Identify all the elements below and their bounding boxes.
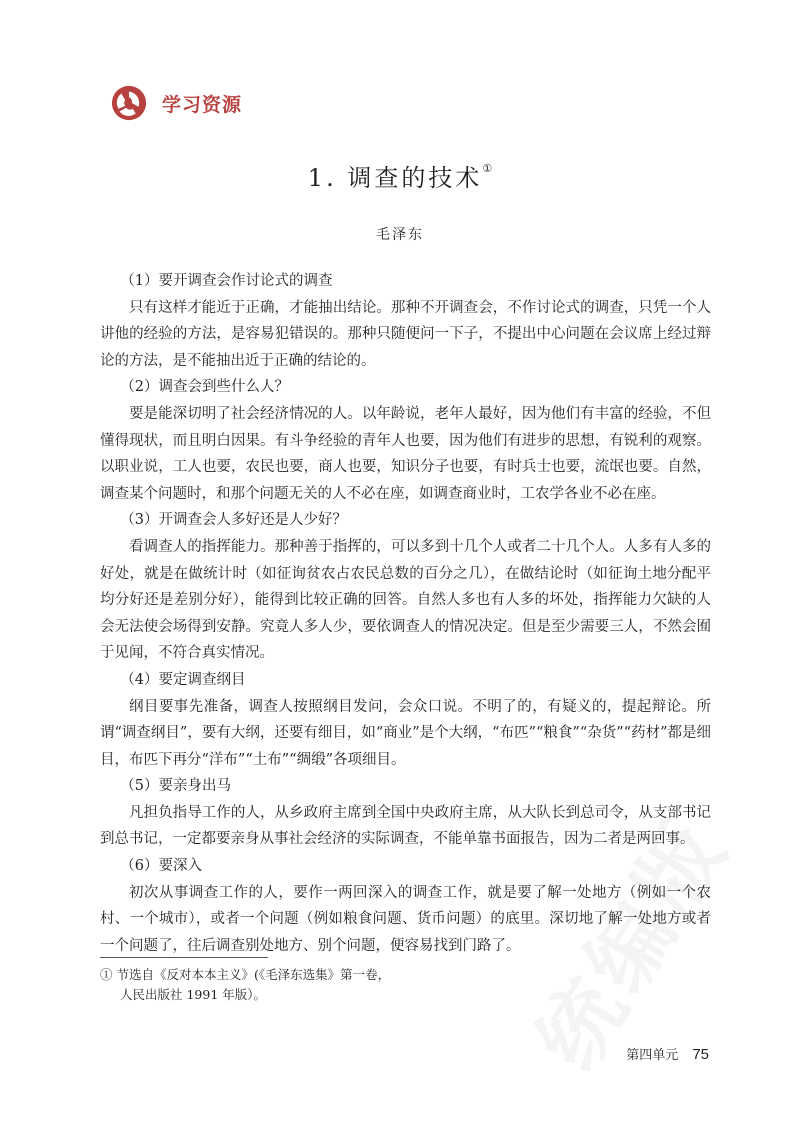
- author: 毛泽东: [376, 227, 424, 243]
- paragraph: 看调查人的指挥能力。那种善于指挥的，可以多到十几个人或者二十几个人。人多有人多的好处，就是在做统计时（如征询贫农占农民总数的百分之几），在做结论时（如征询土地分配平均分好还是差别分好），能得到比较正确的回答。自然人多也有人多的坏处，指挥能力欠缺的人会无法使会场得到安静。究竟人多人少，要依调查人的情况决定。但是至少需要三人，不然会囿于见闻，不符合真实情况。: [100, 538, 711, 662]
- unit-label: 第四单元: [626, 1048, 679, 1063]
- title-footnote-mark: ①: [482, 162, 493, 175]
- section-label: 学习资源: [162, 93, 243, 116]
- page-footer: [626, 1044, 709, 1063]
- footnote-line: ① 节选自《反对本本主义》(《毛泽东选集》第一卷，: [100, 967, 391, 982]
- title-text: 1. 调查的技术: [307, 164, 483, 192]
- paragraph: 初次从事调查工作的人，要作一两回深入的调查工作，就是要了解一处地方（例如一个农村、一个城市），或者一个问题（例如粮食问题、货币问题）的底里。深切地了解一处地方或者一个问题了，往后调查别处地方、别个问题，便容易找到门路了。: [100, 884, 711, 954]
- article-body: [100, 268, 711, 959]
- paragraph: 纲目要事先准备，调查人按照纲目发问，会众口说。不明了的，有疑义的，提起辩论。所谓“调查纲目”，要有大纲，还要有细目，如“商业”是个大纲，“布匹”“粮食”“杂货”“药材”都是细目，布匹下再分“洋布”“土布”“绸缎”各项细目。: [100, 698, 711, 768]
- section-heading: （3）开调查会人多好还是人少好？: [120, 512, 348, 529]
- footnote: [100, 965, 430, 1005]
- footnote-line: 人民出版社 1991 年版）。: [120, 987, 267, 1002]
- page-number: 75: [692, 1046, 709, 1063]
- footnote-divider: [100, 957, 268, 958]
- section-heading: （4）要定调查纲目: [120, 671, 246, 688]
- page-title: [0, 158, 800, 193]
- section-heading: （1）要开调查会作讨论式的调查: [120, 273, 333, 289]
- paragraph: 凡担负指导工作的人，从乡政府主席到全国中央政府主席，从大队长到总司令，从支部书记到总书记，一定都要亲身从事社会经济的实际调查，不能单靠书面报告，因为二者是两回事。: [100, 804, 711, 848]
- section-header: [110, 84, 242, 122]
- section-heading: （2）调查会到些什么人？: [120, 379, 290, 396]
- section-heading: （6）要深入: [120, 858, 203, 875]
- paragraph: 只有这样才能近于正确，才能抽出结论。那种不开调查会，不作讨论式的调查，只凭一个人讲他的经验的方法，是容易犯错误的。那种只随便问一下子，不提出中心问题在会议席上经过辩论的方法，是不能抽出近于正确的结论的。: [100, 299, 711, 369]
- swirl-logo-icon: [110, 84, 148, 122]
- paragraph: 要是能深切明了社会经济情况的人。以年龄说，老年人最好，因为他们有丰富的经验，不但懂得现状，而且明白因果。有斗争经验的青年人也要，因为他们有进步的思想，有锐利的观察。以职业说，工人也要，农民也要，商人也要，知识分子也要，有时兵士也要，流氓也要。自然，调查某个问题时，和那个问题无关的人不必在座，如调查商业时，工农学各业不必在座。: [100, 405, 711, 502]
- section-heading: （5）要亲身出马: [120, 778, 232, 795]
